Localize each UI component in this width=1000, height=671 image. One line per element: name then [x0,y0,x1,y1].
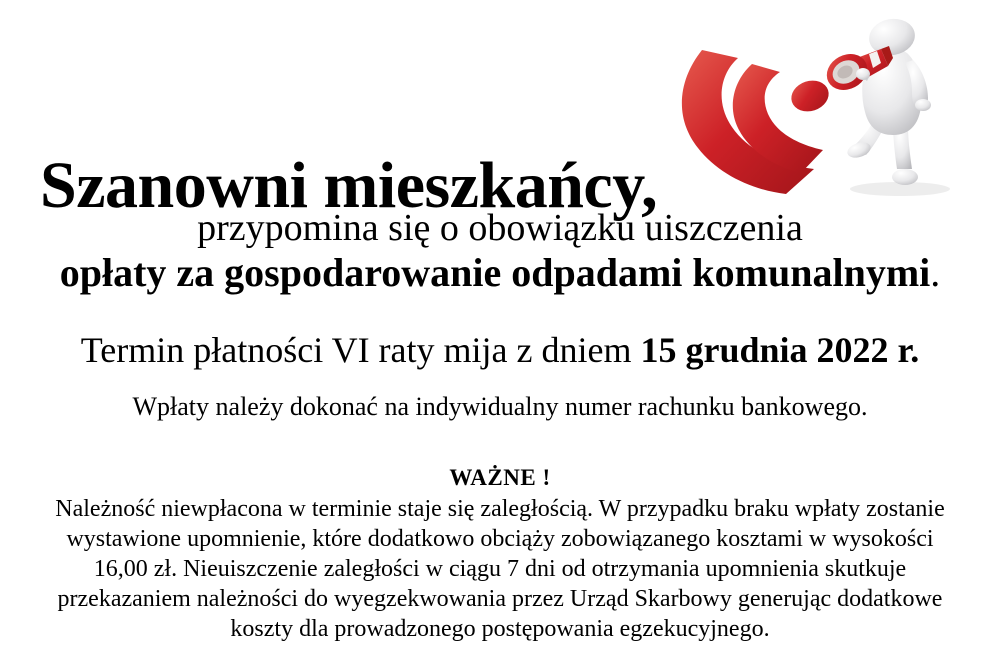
deadline-prefix: Termin płatności VI raty mija z dniem [80,330,641,370]
deadline-date: 15 grudnia 2022 r. [640,330,920,370]
paragraph-line: przekazaniem należności do wyegzekwowania przez Urząd Skarbowy generując dodatkowe [57,586,943,612]
paragraph-line: wystawione upomnienie, które dodatkowo obciąży zobowiązanego kosztami w wysokości [66,526,934,552]
fee-line-period: . [930,250,941,295]
page-title: Szanowni mieszkańcy, [40,149,658,223]
megaphone-announcer-graphic [672,8,994,198]
paragraph-line: Należność niewpłacona w terminie staje się zaległością. W przypadku braku wpłaty zostanie [55,496,945,522]
sound-waves-icon [682,50,833,194]
fee-line-bold: opłaty za gospodarowanie odpadami komunalnymi [59,250,931,295]
paragraph-line: koszty dla prowadzonego postępowania egzekucyjnego. [230,616,770,642]
important-paragraph [0,494,1000,644]
deadline-line [0,326,1000,374]
megaphone-announcer-icon [672,8,994,198]
important-heading: WAŻNE ! [449,465,551,490]
header [0,0,1000,223]
paragraph-line: 16,00 zł. Nieuiszczenie zaległości w ciągu 7 dni od otrzymania upomnienia skutkuje [93,556,907,582]
payment-note: Wpłaty należy dokonać na indywidualny numer rachunku bankowego. [132,392,868,421]
person-figure-icon [845,15,950,196]
fee-line [0,250,1000,296]
reminder-line: przypomina się o obowiązku uiszczenia [197,207,803,249]
